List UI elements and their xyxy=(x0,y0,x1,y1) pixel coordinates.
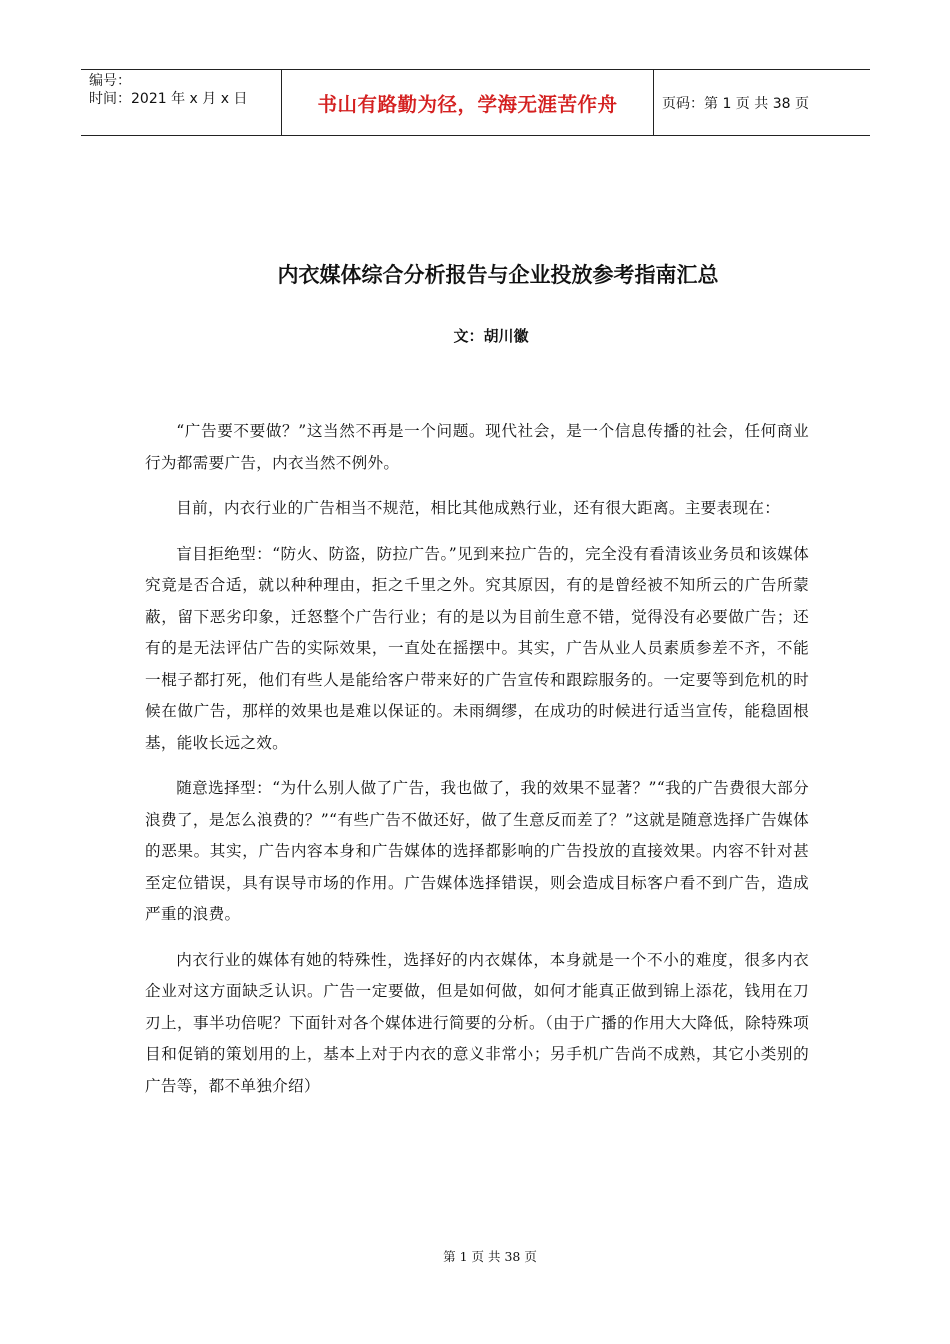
document-author: 文：胡川徽 xyxy=(453,327,529,345)
document-body xyxy=(145,416,809,1116)
paragraph: 盲目拒绝型：“防火、防盗，防拉广告。”见到来拉广告的，完全没有看清该业务员和该媒体究竟是否合适，就以种种理由，拒之千里之外。究其原因，有的是曾经被不知所云的广告所蒙蔽，留下恶劣印象，迁怒整个广告行业；有的是以为目前生意不错，觉得没有必要做广告；还有的是无法评估广告的实际效果，一直处在摇摆中。其实，广告从业人员素质参差不齐，不能一棍子都打死，他们有些人是能给客户带来好的广告宣传和跟踪服务的。一定要等到危机的时候在做广告，那样的效果也是难以保证的。未雨绸缪，在成功的时候进行适当宣传，能稳固根基，能收长远之效。 xyxy=(145,544,809,752)
paragraph: 目前，内衣行业的广告相当不规范，相比其他成熟行业，还有很大距离。主要表现在： xyxy=(176,499,781,517)
page-footer: 第 1 页 共 38 页 xyxy=(443,1249,537,1264)
document-date: 时间：2021 年 x 月 x 日 xyxy=(89,91,248,107)
header-motto: 书山有路勤为径，学海无涯苦作舟 xyxy=(282,70,654,135)
document-number-label: 编号： xyxy=(89,73,131,89)
paragraph: 随意选择型：“为什么别人做了广告，我也做了，我的效果不显著？”“我的广告费很大部分浪费了，是怎么浪费的？”“有些广告不做还好，做了生意反而差了？”这就是随意选择广告媒体的恶果。其实，广告内容本身和广告媒体的选择都影响的广告投放的直接效果。内容不针对甚至定位错误，具有误导市场的作用。广告媒体选择错误，则会造成目标客户看不到广告，造成严重的浪费。 xyxy=(145,779,809,923)
header-page-info: 页码：第 1 页 共 38 页 xyxy=(662,95,809,112)
page-header xyxy=(81,69,870,136)
document-title: 内衣媒体综合分析报告与企业投放参考指南汇总 xyxy=(277,263,719,287)
paragraph: “广告要不要做？”这当然不再是一个问题。现代社会，是一个信息传播的社会，任何商业行为都需要广告，内衣当然不例外。 xyxy=(145,422,809,472)
paragraph: 内衣行业的媒体有她的特殊性，选择好的内衣媒体，本身就是一个不小的难度，很多内衣企业对这方面缺乏认识。广告一定要做，但是如何做，如何才能真正做到锦上添花，钱用在刀刃上，事半功倍呢？下面针对各个媒体进行简要的分析。（由于广播的作用大大降低，除特殊项目和促销的策划用的上，基本上对于内衣的意义非常小；另手机广告尚不成熟，其它小类别的广告等，都不单独介绍） xyxy=(145,950,809,1095)
header-meta xyxy=(81,70,282,135)
